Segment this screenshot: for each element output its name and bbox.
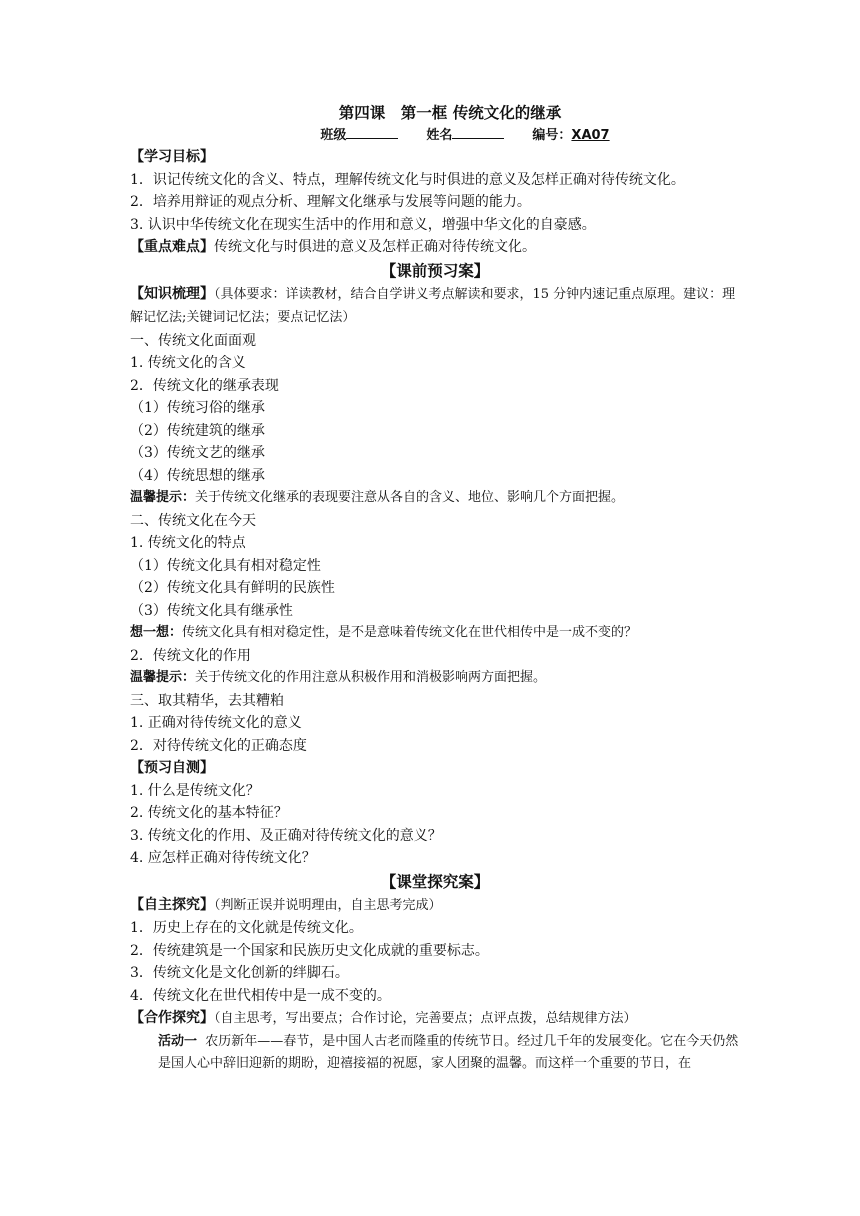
list-item: （1）传统习俗的继承 <box>130 400 265 416</box>
list-item: （4）传统思想的继承 <box>130 467 265 484</box>
name-label: 姓名 <box>426 128 453 143</box>
selftest-item: 1. 什么是传统文化？ <box>130 782 260 799</box>
key-points-text: 传统文化与时俱进的意义及怎样正确对待传统文化。 <box>214 239 536 255</box>
judge-item: 3．传统文化是文化创新的绊脚石。 <box>130 965 349 981</box>
think-text: 传统文化具有相对稳定性，是不是意味着传统文化在世代相传中是一成不变的？ <box>182 625 638 640</box>
activity-paragraph <box>130 1031 740 1076</box>
knowledge-sort-text: （具体要求：详读教材，结合自学讲义考点解读和要求，15 分钟内速记重点原理。建议：理解记忆法;关键词记忆法；要点记忆法） <box>130 286 736 325</box>
self-explore-label: 【自主探究】 <box>130 896 214 913</box>
judge-item: 4．传统文化在世代相传中是一成不变的。 <box>130 987 391 1004</box>
judge-item: 1．历史上存在的文化就是传统文化。 <box>130 920 363 936</box>
preview-section-title: 【课前预习案】 <box>380 261 490 280</box>
class-blank <box>346 126 398 139</box>
selftest-label: 【预习自测】 <box>130 760 214 776</box>
selftest-item: 3. 传统文化的作用、及正确对待传统文化的意义？ <box>130 827 442 844</box>
knowledge-sort <box>130 283 740 330</box>
key-points <box>130 236 740 259</box>
code-label: 编号： <box>532 128 572 143</box>
self-explore-note: （判断正误并说明理由，自主思考完成） <box>214 897 442 913</box>
classroom-section-title: 【课堂探究案】 <box>380 872 490 891</box>
list-item: 2．传统文化的继承表现 <box>130 377 279 394</box>
objective-item: 1．识记传统文化的含义、特点，理解传统文化与时俱进的意义及怎样正确对待传统文化。 <box>130 171 685 188</box>
list-item: （3）传统文化具有继承性 <box>130 602 293 619</box>
tip-2 <box>130 667 740 690</box>
list-item: （2）传统建筑的继承 <box>130 422 265 439</box>
activity-label: 活动一 <box>158 1033 198 1049</box>
think-question <box>130 622 740 645</box>
list-item: 1. 正确对待传统文化的意义 <box>130 715 302 731</box>
knowledge-sort-label: 【知识梳理】 <box>130 285 214 302</box>
list-item: （3）传统文艺的继承 <box>130 445 265 461</box>
class-label: 班级 <box>320 128 347 143</box>
name-blank <box>452 126 504 139</box>
tip-text: 关于传统文化的作用注意从积极作用和消极影响两方面把握。 <box>195 670 547 685</box>
activity-text: 农历新年——春节，是中国人古老而隆重的传统节日。经过几千年的发展变化。它在今天仍然是国人心中辞旧迎新的期盼，迎禧接福的祝愿，家人团聚的温馨。而这样一个重要的节日，在 <box>158 1033 739 1071</box>
selftest-item: 4. 应怎样正确对待传统文化？ <box>130 850 316 866</box>
list-item: （1）传统文化具有相对稳定性 <box>130 557 321 574</box>
part3-heading: 三、取其精华，去其糟粕 <box>130 692 284 709</box>
coop-explore <box>130 1007 740 1031</box>
list-item: （2）传统文化具有鲜明的民族性 <box>130 580 335 596</box>
objective-item: 3. 认识中华传统文化在现实生活中的作用和意义，增强中华文化的自豪感。 <box>130 216 596 233</box>
part1-heading: 一、传统文化面面观 <box>130 332 256 349</box>
tip-1 <box>130 487 740 510</box>
code-value: XA07 <box>571 128 610 143</box>
tip-label: 温馨提示： <box>130 490 196 505</box>
coop-explore-note: （自主思考，写出要点；合作讨论，完善要点；点评点拨，总结规律方法） <box>214 1011 637 1026</box>
key-points-label: 【重点难点】 <box>130 239 214 255</box>
tip-label: 温馨提示： <box>130 670 196 685</box>
think-label: 想一想： <box>130 625 183 640</box>
selftest-item: 2. 传统文化的基本特征？ <box>130 805 288 821</box>
coop-explore-label: 【合作探究】 <box>130 1010 214 1026</box>
list-item: 1. 传统文化的含义 <box>130 355 246 371</box>
list-item: 1. 传统文化的特点 <box>130 535 246 551</box>
document-page <box>130 100 740 1076</box>
judge-item: 2．传统建筑是一个国家和民族历史文化成就的重要标志。 <box>130 942 489 959</box>
student-info-line <box>190 126 740 146</box>
part2-heading: 二、传统文化在今天 <box>130 512 256 529</box>
page-title: 第四课 第一框 传统文化的继承 <box>338 104 562 122</box>
objective-item: 2．培养用辩证的观点分析、理解文化继承与发展等问题的能力。 <box>130 194 531 210</box>
list-item: 2．传统文化的作用 <box>130 647 251 664</box>
objectives-label: 【学习目标】 <box>130 149 214 165</box>
tip-text: 关于传统文化继承的表现要注意从各自的含义、地位、影响几个方面把握。 <box>195 490 625 505</box>
list-item: 2．对待传统文化的正确态度 <box>130 737 307 754</box>
self-explore <box>130 894 740 918</box>
